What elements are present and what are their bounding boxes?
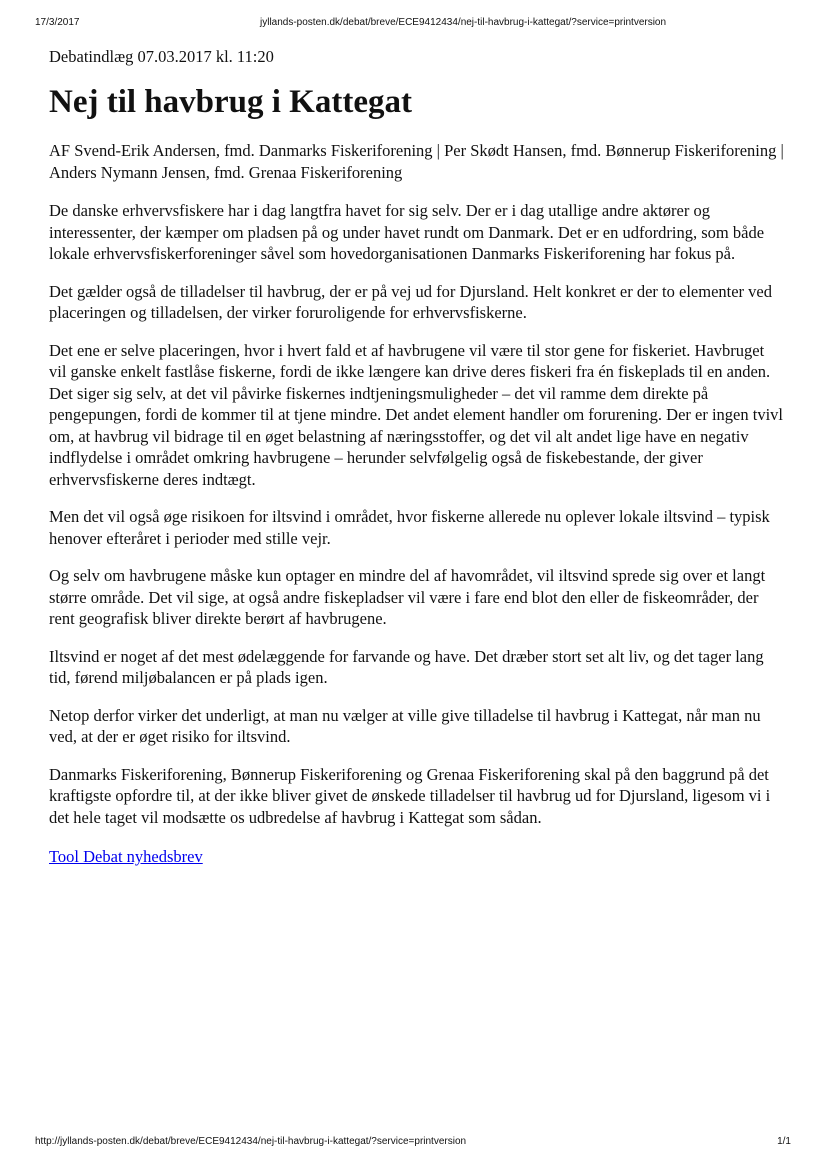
print-footer [35, 1136, 791, 1147]
article-paragraph: Og selv om havbrugene måske kun optager en mindre del af havområdet, vil iltsvind sprede sig over et langt større område. Det vil sige, at også andre fiskepladser vil være i fare end blot den eller de fiskeområder, der rent geografisk bliver direkte berørt af havbrugene. [49, 566, 766, 628]
article-paragraph: Netop derfor virker det underligt, at man nu vælger at ville give tilladelse til havbrug i Kattegat, når man nu ved, at der er øget risiko for iltsvind. [49, 705, 761, 746]
article-paragraph: Danmarks Fiskeriforening, Bønnerup Fiskeriforening og Grenaa Fiskeriforening skal på den baggrund på det kraftigste opfordre til, at der ikke bliver givet de ønskede tilladelser til havbrug ud for Djursland, ligesom vi i det hele taget vil modsætte os udbredelse af havbrug i Kattegat som sådan. [49, 764, 771, 827]
print-footer-url: http://jyllands-posten.dk/debat/breve/ECE9412434/nej-til-havbrug-i-kattegat/?service=printversion [35, 1136, 467, 1147]
article-paragraph: Iltsvind er noget af det mest ødelæggende for farvande og have. Det dræber stort set alt liv, og det tager lang tid, førend miljøbalancen er på plads igen. [49, 646, 764, 687]
article-paragraph: Det ene er selve placeringen, hvor i hvert fald et af havbrugene vil være til stor gene for fiskeriet. Havbruget vil ganske enkelt fastlåse fiskerne, fordi de ikke længere kan drive deres fiskeri fra én fiskeplads til en anden. Det siger sig selv, at det vil påvirke fiskernes indtjeningsmuligheder – det vil ramme dem direkte på pengepungen, fordi de kommer til at tjene mindre. Det andet element handler om forurening. Der er ingen tvivl om, at havbrug vil bidrage til en øget belastning af næringsstoffer, og det vil alt andet lige have en negativ indflydelse i området omkring havbrugene – herunder selvfølgelig også de fiskebestande, der giver erhvervsfiskerne deres indtægt. [49, 340, 784, 489]
page-number: 1/1 [777, 1136, 791, 1147]
article-paragraph: De danske erhvervsfiskere har i dag langtfra havet for sig selv. Der er i dag utallige andre aktører og interessenter, der kæmper om pladsen på og under havet rundt om Danmark. Det er en udfordring, som både lokale erhvervsfiskerforeninger såvel som hovedorganisationen Danmarks Fiskeriforening har fokus på. [49, 201, 765, 263]
newsletter-link[interactable]: Tool Debat nyhedsbrev [49, 847, 203, 866]
article-title: Nej til havbrug i Kattegat [49, 84, 412, 120]
article-byline: AF Svend-Erik Andersen, fmd. Danmarks Fiskeriforening | Per Skødt Hansen, fmd. Bønnerup Fiskeriforening | Anders Nymann Jensen, fmd. Grenaa Fiskeriforening [49, 141, 784, 182]
article [49, 46, 784, 868]
print-header [35, 17, 791, 28]
article-dateline: Debatindlæg 07.03.2017 kl. 11:20 [49, 47, 274, 66]
print-url: jyllands-posten.dk/debat/breve/ECE9412434/nej-til-havbrug-i-kattegat/?service=printversion [260, 17, 667, 28]
article-paragraph: Det gælder også de tilladelser til havbrug, der er på vej ud for Djursland. Helt konkret er der to elementer ved placeringen og tilladelsen, der virker foruroligende for erhvervsfiskerne. [49, 281, 773, 322]
print-date: 17/3/2017 [35, 17, 80, 28]
article-paragraph: Men det vil også øge risikoen for iltsvind i området, hvor fiskerne allerede nu oplever lokale iltsvind – typisk henover efteråret i perioder med stille vejr. [49, 507, 770, 548]
